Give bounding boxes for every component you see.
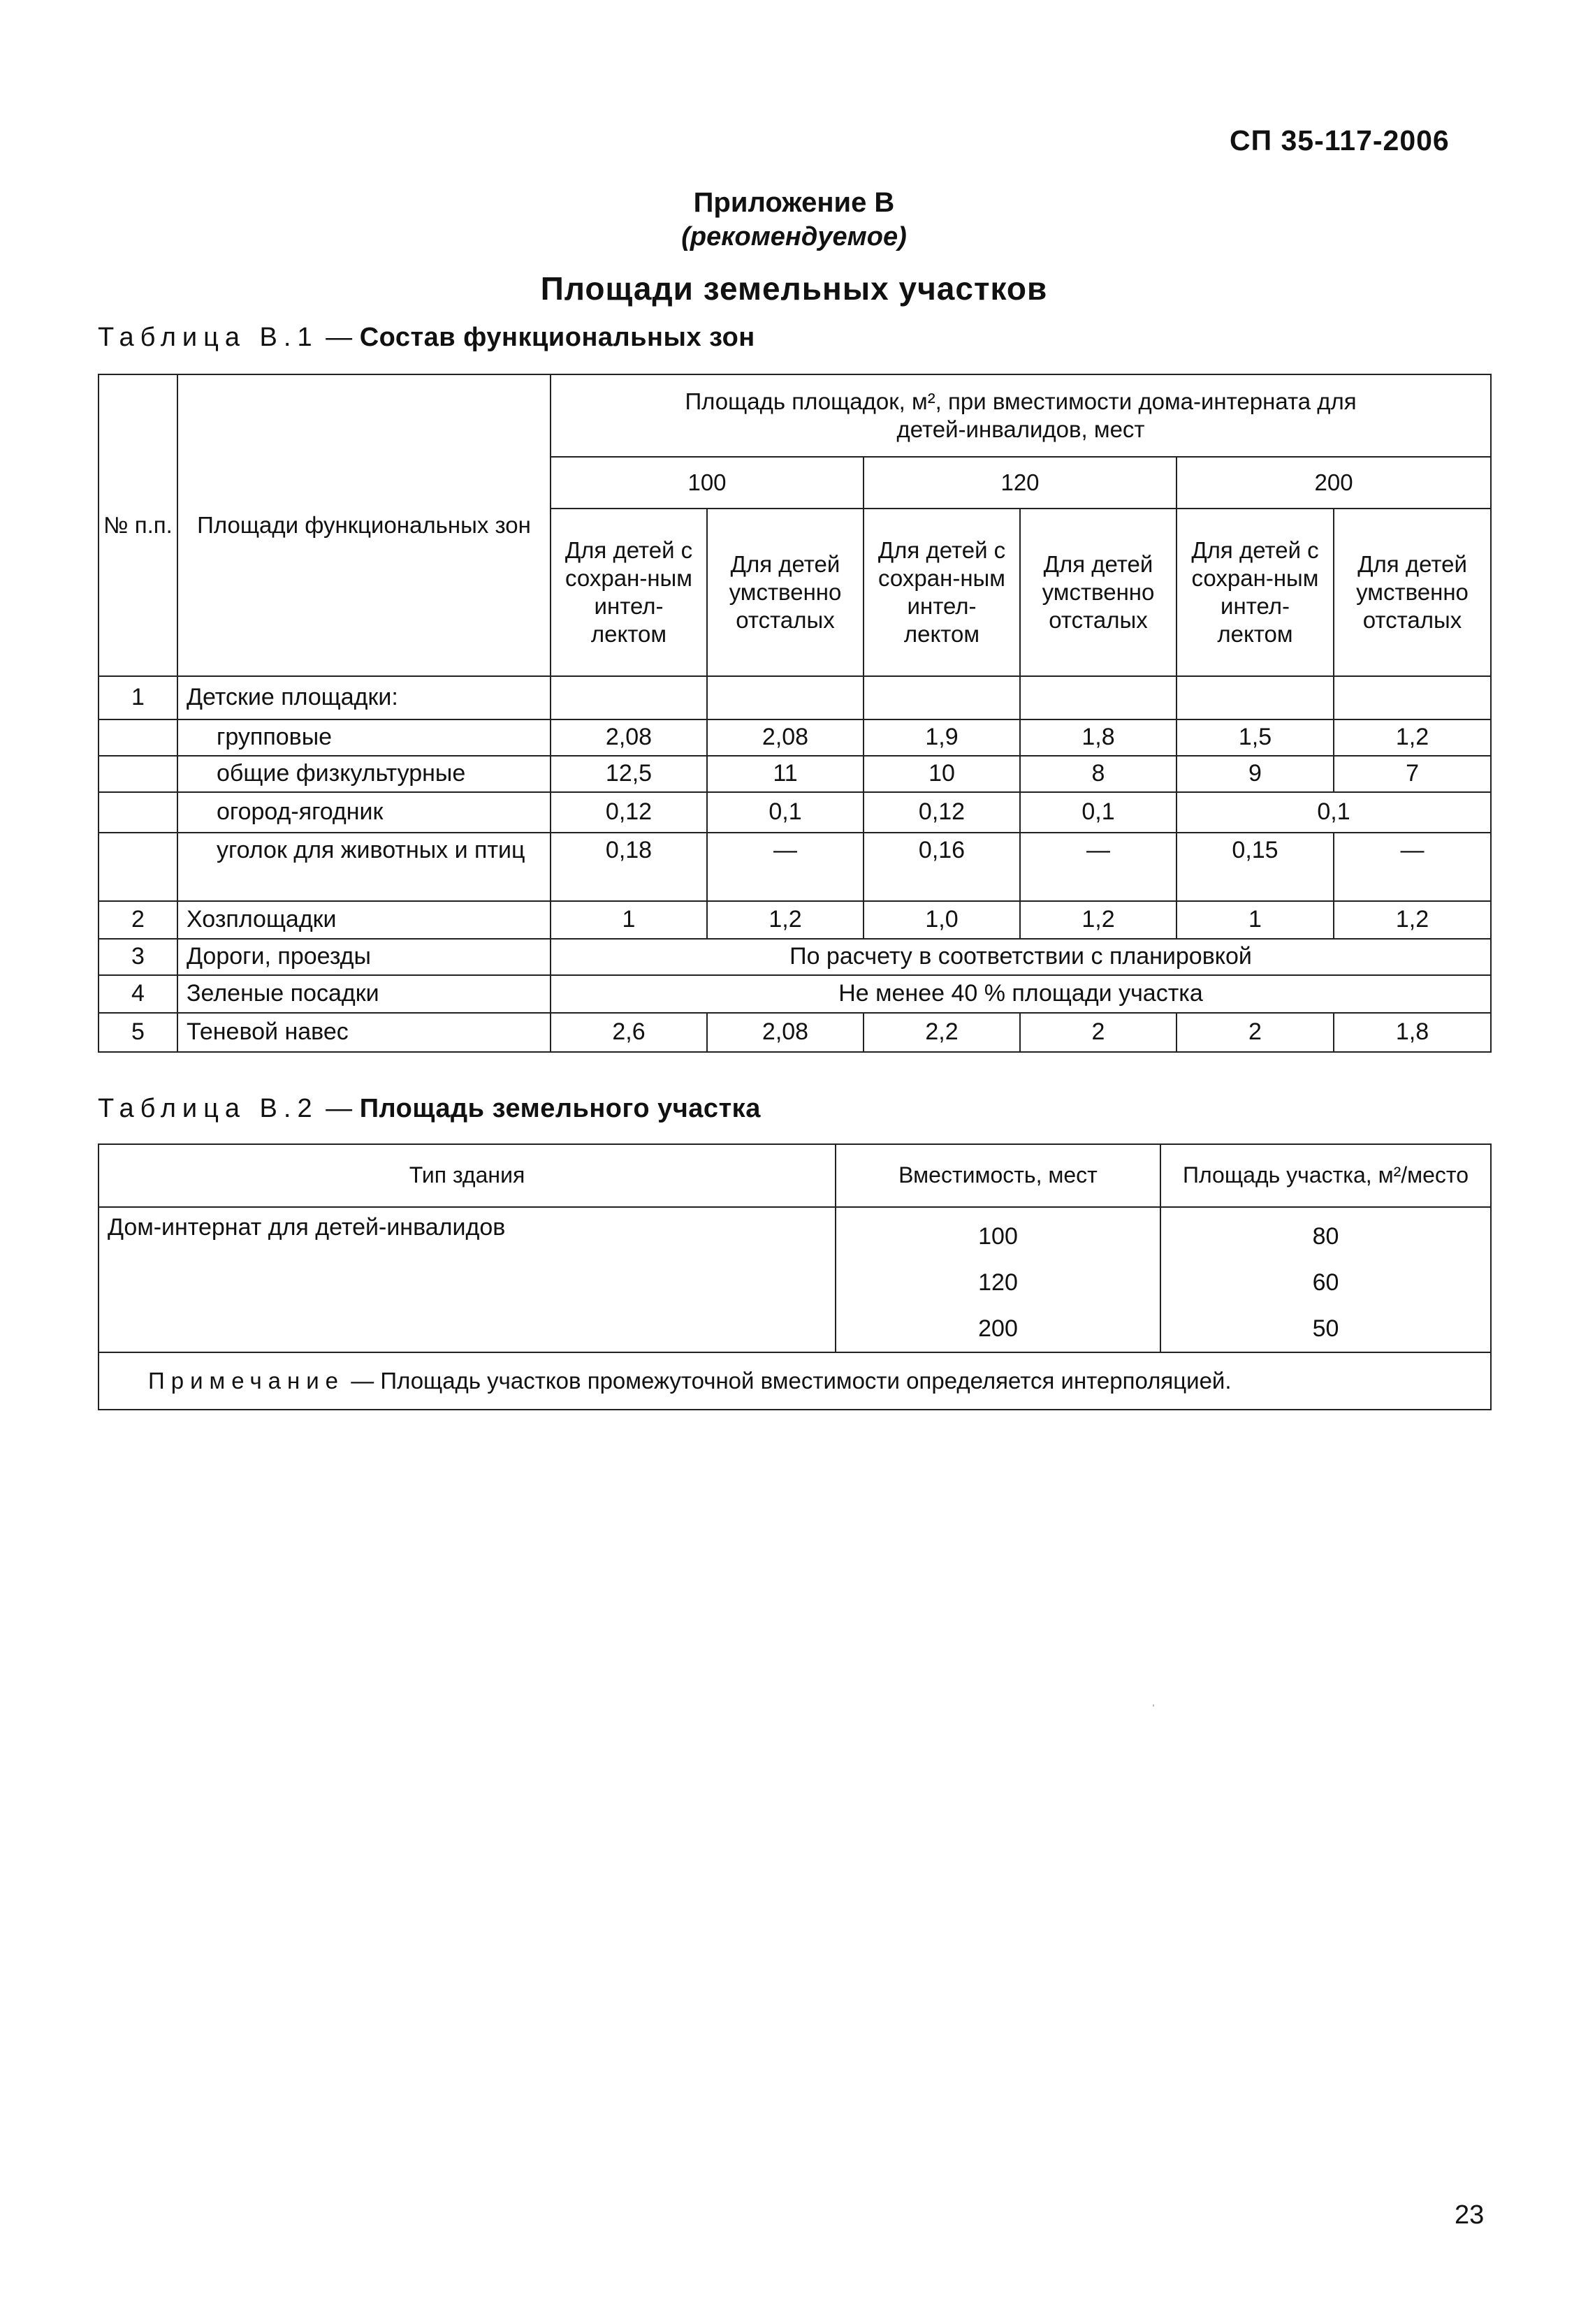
- header-sub-normal: Для детей с сохран-ным интел-лектом: [1177, 509, 1334, 676]
- header-zone: Площади функциональных зон: [177, 374, 551, 676]
- row-num: [99, 719, 177, 756]
- value-cell: 1,2: [1020, 901, 1177, 939]
- merged-value-cell: Не менее 40 % площади участка: [551, 975, 1491, 1013]
- empty-cell: [551, 676, 707, 719]
- capacity-value: 200: [978, 1315, 1018, 1342]
- table-row: [99, 1207, 1491, 1352]
- appendix-title: Приложение В: [693, 187, 895, 218]
- header-sub-retarded: Для детей умственно отсталых: [1334, 509, 1491, 676]
- header-capacity-120: 120: [864, 457, 1177, 509]
- header-sub-normal: Для детей с сохран-ным интел-лектом: [864, 509, 1020, 676]
- table2-caption-title: Площадь земельного участка: [359, 1094, 761, 1123]
- table1-caption-title: Состав функциональных зон: [359, 323, 755, 352]
- appendix-subtitle: (рекомендуемое): [681, 222, 907, 251]
- empty-cell: [1334, 676, 1491, 719]
- value-cell: —: [1020, 833, 1177, 901]
- row-num: 2: [99, 901, 177, 939]
- value-cell: 0,12: [551, 792, 707, 833]
- value-cell: 1,8: [1334, 1013, 1491, 1052]
- value-cell: 1,8: [1020, 719, 1177, 756]
- value-cell: 0,15: [1177, 833, 1334, 901]
- empty-cell: [1177, 676, 1334, 719]
- document-code: СП 35-117-2006: [1230, 124, 1450, 156]
- table-row: [99, 939, 1491, 975]
- row-name: Зеленые посадки: [177, 975, 551, 1013]
- value-cell: 11: [707, 756, 864, 792]
- row-name: огород-ягодник: [177, 792, 551, 833]
- page-heading: Площади земельных участков: [540, 270, 1048, 307]
- value-cell: 2,6: [551, 1013, 707, 1052]
- capacity-cell: [836, 1207, 1160, 1352]
- functional-zones-table: [98, 374, 1492, 1053]
- row-name: групповые: [177, 719, 551, 756]
- table2-caption-label: Таблица В.2: [98, 1094, 319, 1123]
- table1-caption-label: Таблица В.1: [98, 323, 319, 352]
- value-cell: 1,2: [1334, 719, 1491, 756]
- empty-cell: [1020, 676, 1177, 719]
- value-cell: 12,5: [551, 756, 707, 792]
- capacity-value: 120: [978, 1269, 1018, 1296]
- row-name: общие физкультурные: [177, 756, 551, 792]
- row-name: Теневой навес: [177, 1013, 551, 1052]
- value-cell: 2,2: [864, 1013, 1020, 1052]
- value-cell: 0,12: [864, 792, 1020, 833]
- table-row: [99, 975, 1491, 1013]
- value-cell: 0,18: [551, 833, 707, 901]
- value-cell: 8: [1020, 756, 1177, 792]
- value-cell: 0,1: [1020, 792, 1177, 833]
- merged-value-cell: 0,1: [1177, 792, 1491, 833]
- value-cell: 2,08: [707, 1013, 864, 1052]
- row-num: [99, 792, 177, 833]
- row-num: [99, 756, 177, 792]
- area-value: 60: [1312, 1269, 1339, 1296]
- header-capacity-100: 100: [551, 457, 864, 509]
- header-sub-retarded: Для детей умственно отсталых: [1020, 509, 1177, 676]
- row-name: Дороги, проезды: [177, 939, 551, 975]
- header-sub-retarded: Для детей умственно отсталых: [707, 509, 864, 676]
- value-cell: 2,08: [707, 719, 864, 756]
- value-cell: —: [1334, 833, 1491, 901]
- header-building-type: Тип здания: [99, 1144, 836, 1207]
- value-cell: 0,16: [864, 833, 1020, 901]
- header-area-group: Площадь площадок, м², при вместимости дома-интерната для детей-инвалидов, мест: [551, 374, 1491, 457]
- table-note: [99, 1352, 1491, 1410]
- merged-value-cell: По расчету в соответствии с планировкой: [551, 939, 1491, 975]
- header-capacity-200: 200: [1177, 457, 1491, 509]
- row-num: 5: [99, 1013, 177, 1052]
- row-num: 1: [99, 676, 177, 719]
- row-num: 4: [99, 975, 177, 1013]
- value-cell: 1,0: [864, 901, 1020, 939]
- row-num: 3: [99, 939, 177, 975]
- row-name: Хозплощадки: [177, 901, 551, 939]
- table-row: [99, 756, 1491, 792]
- value-cell: 9: [1177, 756, 1334, 792]
- row-num: [99, 833, 177, 901]
- table-row: [99, 1013, 1491, 1052]
- table2-caption: Таблица В.2 — Площадь земельного участка: [98, 1094, 761, 1123]
- empty-cell: [707, 676, 864, 719]
- area-value: 80: [1312, 1223, 1339, 1250]
- table-row: [99, 833, 1491, 901]
- value-cell: 1,5: [1177, 719, 1334, 756]
- table-row: [99, 901, 1491, 939]
- value-cell: 1,2: [707, 901, 864, 939]
- page-number: 23: [1455, 2200, 1485, 2230]
- value-cell: 7: [1334, 756, 1491, 792]
- table1-caption: Таблица В.1 — Состав функциональных зон: [98, 323, 755, 352]
- value-cell: —: [707, 833, 864, 901]
- header-plot-area: Площадь участка, м²/место: [1160, 1144, 1491, 1207]
- capacity-value: 100: [978, 1223, 1018, 1250]
- value-cell: 1: [1177, 901, 1334, 939]
- header-num: № п.п.: [99, 374, 177, 676]
- building-type-cell: Дом-интернат для детей-инвалидов: [99, 1207, 836, 1352]
- row-name: Детские площадки:: [177, 676, 551, 719]
- value-cell: 1,2: [1334, 901, 1491, 939]
- value-cell: 2: [1177, 1013, 1334, 1052]
- header-capacity: Вместимость, мест: [836, 1144, 1160, 1207]
- value-cell: 0,1: [707, 792, 864, 833]
- area-value: 50: [1312, 1315, 1339, 1342]
- scan-speck: [1153, 1704, 1154, 1707]
- row-name: уголок для животных и птиц: [177, 833, 551, 901]
- value-cell: 2,08: [551, 719, 707, 756]
- table-row: [99, 719, 1491, 756]
- land-plot-area-table: [98, 1143, 1492, 1410]
- table-row: [99, 792, 1491, 833]
- value-cell: 2: [1020, 1013, 1177, 1052]
- note-label: Примечание: [148, 1367, 345, 1394]
- value-cell: 1,9: [864, 719, 1020, 756]
- note-text: — Площадь участков промежуточной вместимости определяется интерполяцией.: [351, 1367, 1232, 1394]
- value-cell: 10: [864, 756, 1020, 792]
- empty-cell: [864, 676, 1020, 719]
- area-cell: [1160, 1207, 1491, 1352]
- header-sub-normal: Для детей с сохран-ным интел-лектом: [551, 509, 707, 676]
- table-row: [99, 676, 1491, 719]
- value-cell: 1: [551, 901, 707, 939]
